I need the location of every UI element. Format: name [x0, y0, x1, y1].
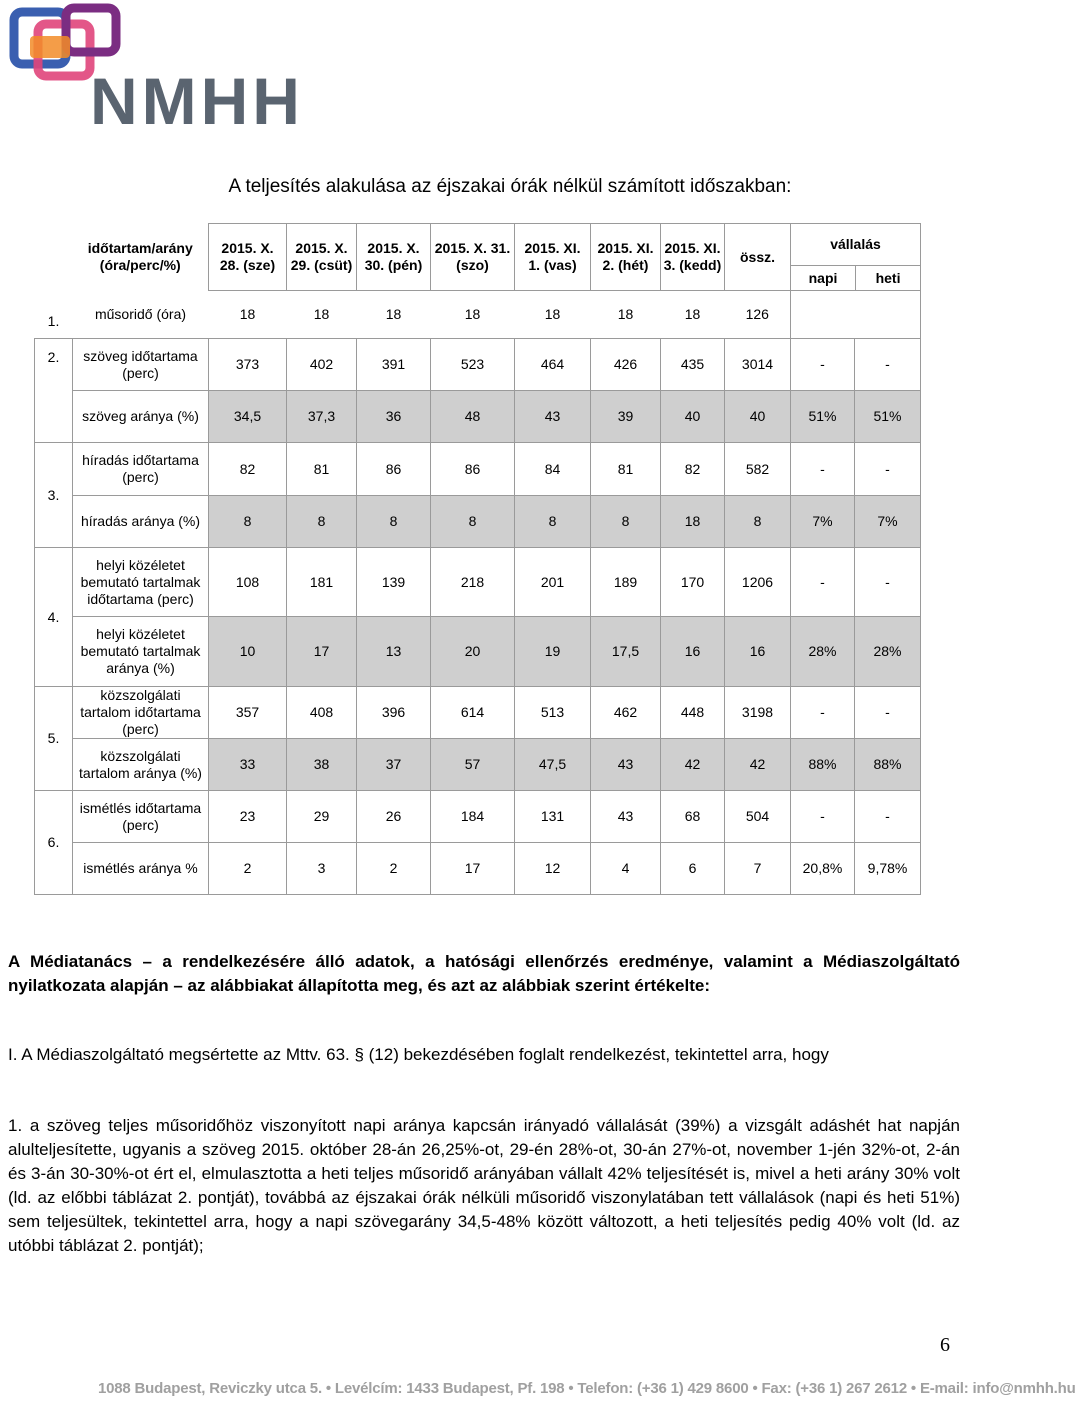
cell: 37 — [357, 739, 431, 791]
cell: 435 — [661, 339, 725, 391]
cell: 18 — [544, 306, 561, 322]
cell: 462 — [591, 687, 661, 739]
cell: 8 — [515, 496, 591, 548]
row-label: ismétlés aránya % — [73, 843, 209, 895]
cell: 51% — [791, 391, 855, 443]
cell: 139 — [357, 548, 431, 617]
performance-table — [34, 223, 921, 895]
cell: 68 — [661, 791, 725, 843]
date-header: 2015. XI. 1. (vas) — [515, 224, 591, 291]
cell: 36 — [357, 391, 431, 443]
section-title: A teljesítés alakulása az éjszakai órák nélkül számított időszakban: — [228, 176, 792, 197]
date-header: 2015. X. 31. (szo) — [431, 224, 515, 291]
date-header: 2015. X. 30. (pén) — [357, 224, 431, 291]
cell: 464 — [515, 339, 591, 391]
empty-cell — [791, 291, 921, 339]
cell: 181 — [287, 548, 357, 617]
cell: - — [791, 791, 855, 843]
cell: 2 — [209, 843, 287, 895]
cell: 131 — [515, 791, 591, 843]
cell: 373 — [209, 339, 287, 391]
row-label: ismétlés időtartama (perc) — [73, 791, 209, 843]
cell: 1206 — [725, 548, 791, 617]
cell: - — [855, 687, 921, 739]
cell: 7% — [791, 496, 855, 548]
row-label: műsoridő (óra) — [94, 305, 187, 322]
cell: 3014 — [725, 339, 791, 391]
row-label: helyi közéletet bemutató tartalmak aránya (%) — [73, 617, 209, 687]
cell: 17 — [287, 617, 357, 687]
row-number: 6. — [35, 791, 73, 895]
cell: 82 — [661, 443, 725, 496]
row-label: híradás időtartama (perc) — [73, 443, 209, 496]
cell: 29 — [287, 791, 357, 843]
cell: 17 — [431, 843, 515, 895]
vallalas-label: vállalás — [791, 224, 920, 266]
cell: 38 — [287, 739, 357, 791]
cell: 16 — [661, 617, 725, 687]
cell: 201 — [515, 548, 591, 617]
cell: - — [791, 443, 855, 496]
cell: 42 — [661, 739, 725, 791]
cell: 108 — [209, 548, 287, 617]
violation-paragraph: I. A Médiaszolgáltató megsértette az Mttv. 63. § (12) bekezdésében foglalt rendelkezést, tekintettel arra, hogy — [8, 1045, 829, 1064]
cell: 57 — [431, 739, 515, 791]
cell: - — [791, 339, 855, 391]
cell: 396 — [357, 687, 431, 739]
cell: 86 — [357, 443, 431, 496]
cell: 3198 — [725, 687, 791, 739]
cell: 84 — [515, 443, 591, 496]
cell: 28% — [791, 617, 855, 687]
cell: - — [791, 548, 855, 617]
cell: 34,5 — [209, 391, 287, 443]
cell: 81 — [287, 443, 357, 496]
cell: - — [855, 443, 921, 496]
cell: 13 — [357, 617, 431, 687]
cell: 189 — [591, 548, 661, 617]
cell: 9,78% — [855, 843, 921, 895]
cell: 82 — [209, 443, 287, 496]
cell: 40 — [725, 391, 791, 443]
date-header: 2015. XI. 3. (kedd) — [661, 224, 725, 291]
cell: 26 — [357, 791, 431, 843]
logo-mark-icon — [8, 6, 308, 138]
cell: 614 — [431, 687, 515, 739]
cell: 43 — [591, 739, 661, 791]
cell: 18 — [385, 306, 402, 322]
cell: 88% — [791, 739, 855, 791]
cell: 18 — [661, 496, 725, 548]
cell: - — [855, 791, 921, 843]
cell: 10 — [209, 617, 287, 687]
cell: 8 — [431, 496, 515, 548]
cell: 16 — [725, 617, 791, 687]
cell: 126 — [745, 306, 769, 322]
cell: 20 — [431, 617, 515, 687]
logo-text: NMHH — [90, 64, 304, 138]
cell: - — [791, 687, 855, 739]
cell: 86 — [431, 443, 515, 496]
cell: 448 — [661, 687, 725, 739]
cell: 7% — [855, 496, 921, 548]
cell: 23 — [209, 791, 287, 843]
date-header: 2015. X. 28. (sze) — [209, 224, 287, 291]
cell: 81 — [591, 443, 661, 496]
findings-intro-paragraph: A Médiatanács – a rendelkezésére álló adatok, a hatósági ellenőrzés eredménye, valamint a Médiaszolgáltató nyilatkozata alapján – az alábbiakat állapította meg, és azt az alábbiak szerint értékelte: — [8, 952, 960, 995]
cell: 37,3 — [287, 391, 357, 443]
corner-label: időtartam/arány (óra/perc/%) — [87, 240, 193, 273]
cell: 218 — [431, 548, 515, 617]
date-header: 2015. X. 29. (csüt) — [287, 224, 357, 291]
cell: 19 — [515, 617, 591, 687]
cell: 18 — [239, 306, 256, 322]
cell: 4 — [591, 843, 661, 895]
row-number: 5. — [35, 687, 73, 791]
row-label: helyi közéletet bemutató tartalmak időtartama (perc) — [73, 548, 209, 617]
cell: 408 — [287, 687, 357, 739]
cell: 402 — [287, 339, 357, 391]
cell: 8 — [357, 496, 431, 548]
cell: 42 — [725, 739, 791, 791]
cell: 18 — [617, 306, 634, 322]
cell: 513 — [515, 687, 591, 739]
cell: 43 — [515, 391, 591, 443]
cell: 8 — [209, 496, 287, 548]
cell: 170 — [661, 548, 725, 617]
vallalas-header — [791, 224, 921, 291]
row-number: 4. — [35, 548, 73, 687]
cell: 391 — [357, 339, 431, 391]
cell: 504 — [725, 791, 791, 843]
cell: 7 — [725, 843, 791, 895]
nmhh-logo — [8, 6, 308, 138]
page-number: 6 — [940, 1334, 950, 1356]
cell: 2 — [357, 843, 431, 895]
cell: 8 — [287, 496, 357, 548]
cell: 47,5 — [515, 739, 591, 791]
cell: 18 — [313, 306, 330, 322]
row-label: híradás aránya (%) — [73, 496, 209, 548]
cell: 184 — [431, 791, 515, 843]
cell: 51% — [855, 391, 921, 443]
row-label: szöveg aránya (%) — [73, 391, 209, 443]
cell: 18 — [684, 306, 701, 322]
napi-label: napi — [791, 266, 856, 290]
row-number: 2. — [35, 339, 73, 443]
cell: 39 — [591, 391, 661, 443]
cell: 18 — [464, 306, 481, 322]
row-number: 3. — [35, 443, 73, 548]
cell: 8 — [591, 496, 661, 548]
footer-address: 1088 Budapest, Reviczky utca 5. • Levélcím: 1433 Budapest, Pf. 198 • Telefon: (+36 1) 429 8600 • Fax: (+36 1) 267 2612 • E-mail: info@nmhh.hu — [98, 1380, 1076, 1397]
cell: 88% — [855, 739, 921, 791]
cell: - — [855, 548, 921, 617]
cell: 33 — [209, 739, 287, 791]
cell: 40 — [661, 391, 725, 443]
ossz-header: össz. — [725, 224, 791, 291]
cell: 357 — [209, 687, 287, 739]
cell: 426 — [591, 339, 661, 391]
row-label: közszolgálati tartalom aránya (%) — [73, 739, 209, 791]
cell: 28% — [855, 617, 921, 687]
cell: 8 — [725, 496, 791, 548]
cell: 3 — [287, 843, 357, 895]
cell: 20,8% — [791, 843, 855, 895]
row-label: szöveg időtartama (perc) — [73, 339, 209, 391]
row-number: 1. — [47, 313, 60, 329]
cell: 582 — [725, 443, 791, 496]
cell: 43 — [591, 791, 661, 843]
cell: - — [855, 339, 921, 391]
cell: 17,5 — [591, 617, 661, 687]
date-header: 2015. XI. 2. (hét) — [591, 224, 661, 291]
cell: 523 — [431, 339, 515, 391]
cell: 12 — [515, 843, 591, 895]
heti-label: heti — [875, 270, 901, 286]
cell: 6 — [661, 843, 725, 895]
cell: 48 — [431, 391, 515, 443]
row-label: közszolgálati tartalom időtartama (perc) — [73, 687, 209, 739]
point-one-paragraph: 1. a szöveg teljes műsoridőhöz viszonyított napi aránya kapcsán irányadó vállalását (39%) a vizsgált adáshét hat napján alulteljesítette, ugyanis a szöveg 2015. október 28-án 26,25%-ot, 29-én 28%-ot, 30-án 27%-ot, november 1-jén 32%-ot, 2-án és 3-án 30-30%-ot ért el, elmulasztotta a heti teljes műsoridő arányában vállalt 42% teljesítését is, mivel a heti arány 30% volt (ld. az előbbi táblázat 2. pontját), továbbá az éjszakai órák nélküli műsoridő viszonylatában tett vállalások (napi és heti 51%) sem teljesültek, tekintettel arra, hogy a napi szövegarány 34,5-48% között változott, a heti teljesítés pedig 40% volt (ld. az utóbbi táblázat 2. pontját); — [8, 1116, 960, 1255]
